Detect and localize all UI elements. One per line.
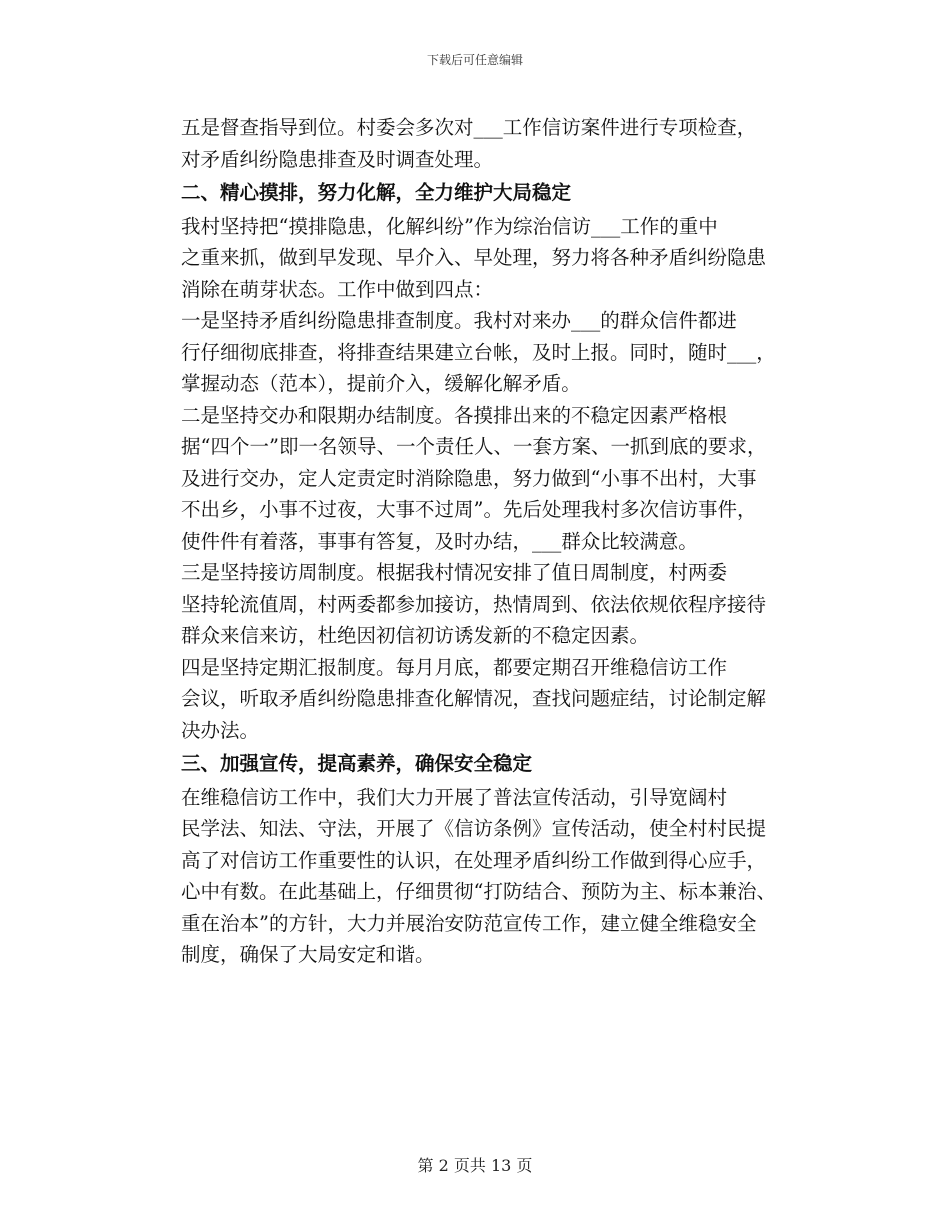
text-line: 五是督查指导到位。村委会多次对___工作信访案件进行专项检查，: [181, 116, 757, 139]
text-line: 在维稳信访工作中，我们大力开展了普法宣传活动，引导宽阔村: [181, 785, 728, 809]
paragraph-point-3: [142, 557, 810, 652]
text-line: 心中有数。在此基础上，仔细贯彻“打防结合、预防为主、标本兼治、: [181, 880, 776, 903]
paragraph-point-2: [142, 400, 810, 558]
text-line: 据“四个一”即一名领导、一个责任人、一套方案、一抓到底的要求，: [181, 435, 767, 458]
text-line: 一是坚持矛盾纠纷隐患排查制度。我村对来办___的群众信件都进: [181, 309, 737, 332]
paragraph-supervision: [142, 112, 810, 175]
paragraph-point-4: [142, 652, 810, 747]
text-line: 之重来抓，做到早发现、早介入、早处理，努力将各种矛盾纠纷隐患: [181, 246, 767, 269]
section-heading-3: 三、加强宣传，提高素养，确保安全稳定: [181, 752, 533, 775]
page-header: 下载后可任意编辑: [426, 53, 523, 67]
page-footer: 第 2 页共 13 页: [417, 1156, 533, 1175]
text-line: 群众来信来访，杜绝因初信初访诱发新的不稳定因素。: [181, 624, 650, 647]
text-line: 掌握动态（范本），提前介入，缓解化解矛盾。: [181, 372, 581, 395]
text-line: 及进行交办，定人定责定时消除隐患，努力做到“小事不出村，大事: [181, 466, 757, 490]
text-line: 对矛盾纠纷隐患排查及时调查处理。: [181, 147, 494, 171]
text-line: 重在治本”的方针，大力并展治安防范宣传工作，建立健全维稳安全: [181, 911, 757, 935]
paragraph-point-1: [142, 305, 810, 400]
text-line: 四是坚持定期汇报制度。每月月底，都要定期召开维稳信访工作: [181, 655, 728, 679]
text-line: 高了对信访工作重要性的认识，在处理矛盾纠纷工作做到得心应手，: [181, 848, 767, 872]
text-line: 不出乡，小事不过夜，大事不过周”。先后处理我村多次信访事件，: [181, 498, 757, 521]
text-line: 制度，确保了大局安定和谐。: [181, 943, 435, 966]
text-line: 我村坚持把“摸排隐患，化解纠纷”作为综治信访___工作的重中: [181, 214, 718, 238]
text-line: 二是坚持交办和限期办结制度。各摸排出来的不稳定因素严格根: [181, 403, 728, 427]
section-heading-2: 二、精心摸排，努力化解，全力维护大局稳定: [181, 181, 572, 204]
paragraph-publicity: [142, 782, 810, 971]
paragraph-investigation: [142, 211, 810, 306]
text-line: 民学法、知法、守法，开展了《信访条例》宣传活动，使全村村民提: [181, 817, 767, 840]
text-line: 使件件有着落，事事有答复，及时办结，___群众比较满意。: [181, 529, 698, 553]
document-body: [142, 112, 810, 971]
text-line: 会议，听取矛盾纠纷隐患排查化解情况，查找问题症结，讨论制定解: [181, 687, 767, 710]
text-line: 三是坚持接访周制度。根据我村情况安排了值日周制度，村两委: [181, 561, 728, 584]
text-line: 决办法。: [181, 718, 260, 742]
text-line: 消除在萌芽状态。工作中做到四点：: [181, 277, 494, 301]
text-line: 行仔细彻底排查，将排查结果建立台帐，及时上报。同时，随时___，: [181, 340, 776, 364]
text-line: 坚持轮流值周，村两委都参加接访，热情周到、依法依规依程序接待: [181, 592, 767, 616]
